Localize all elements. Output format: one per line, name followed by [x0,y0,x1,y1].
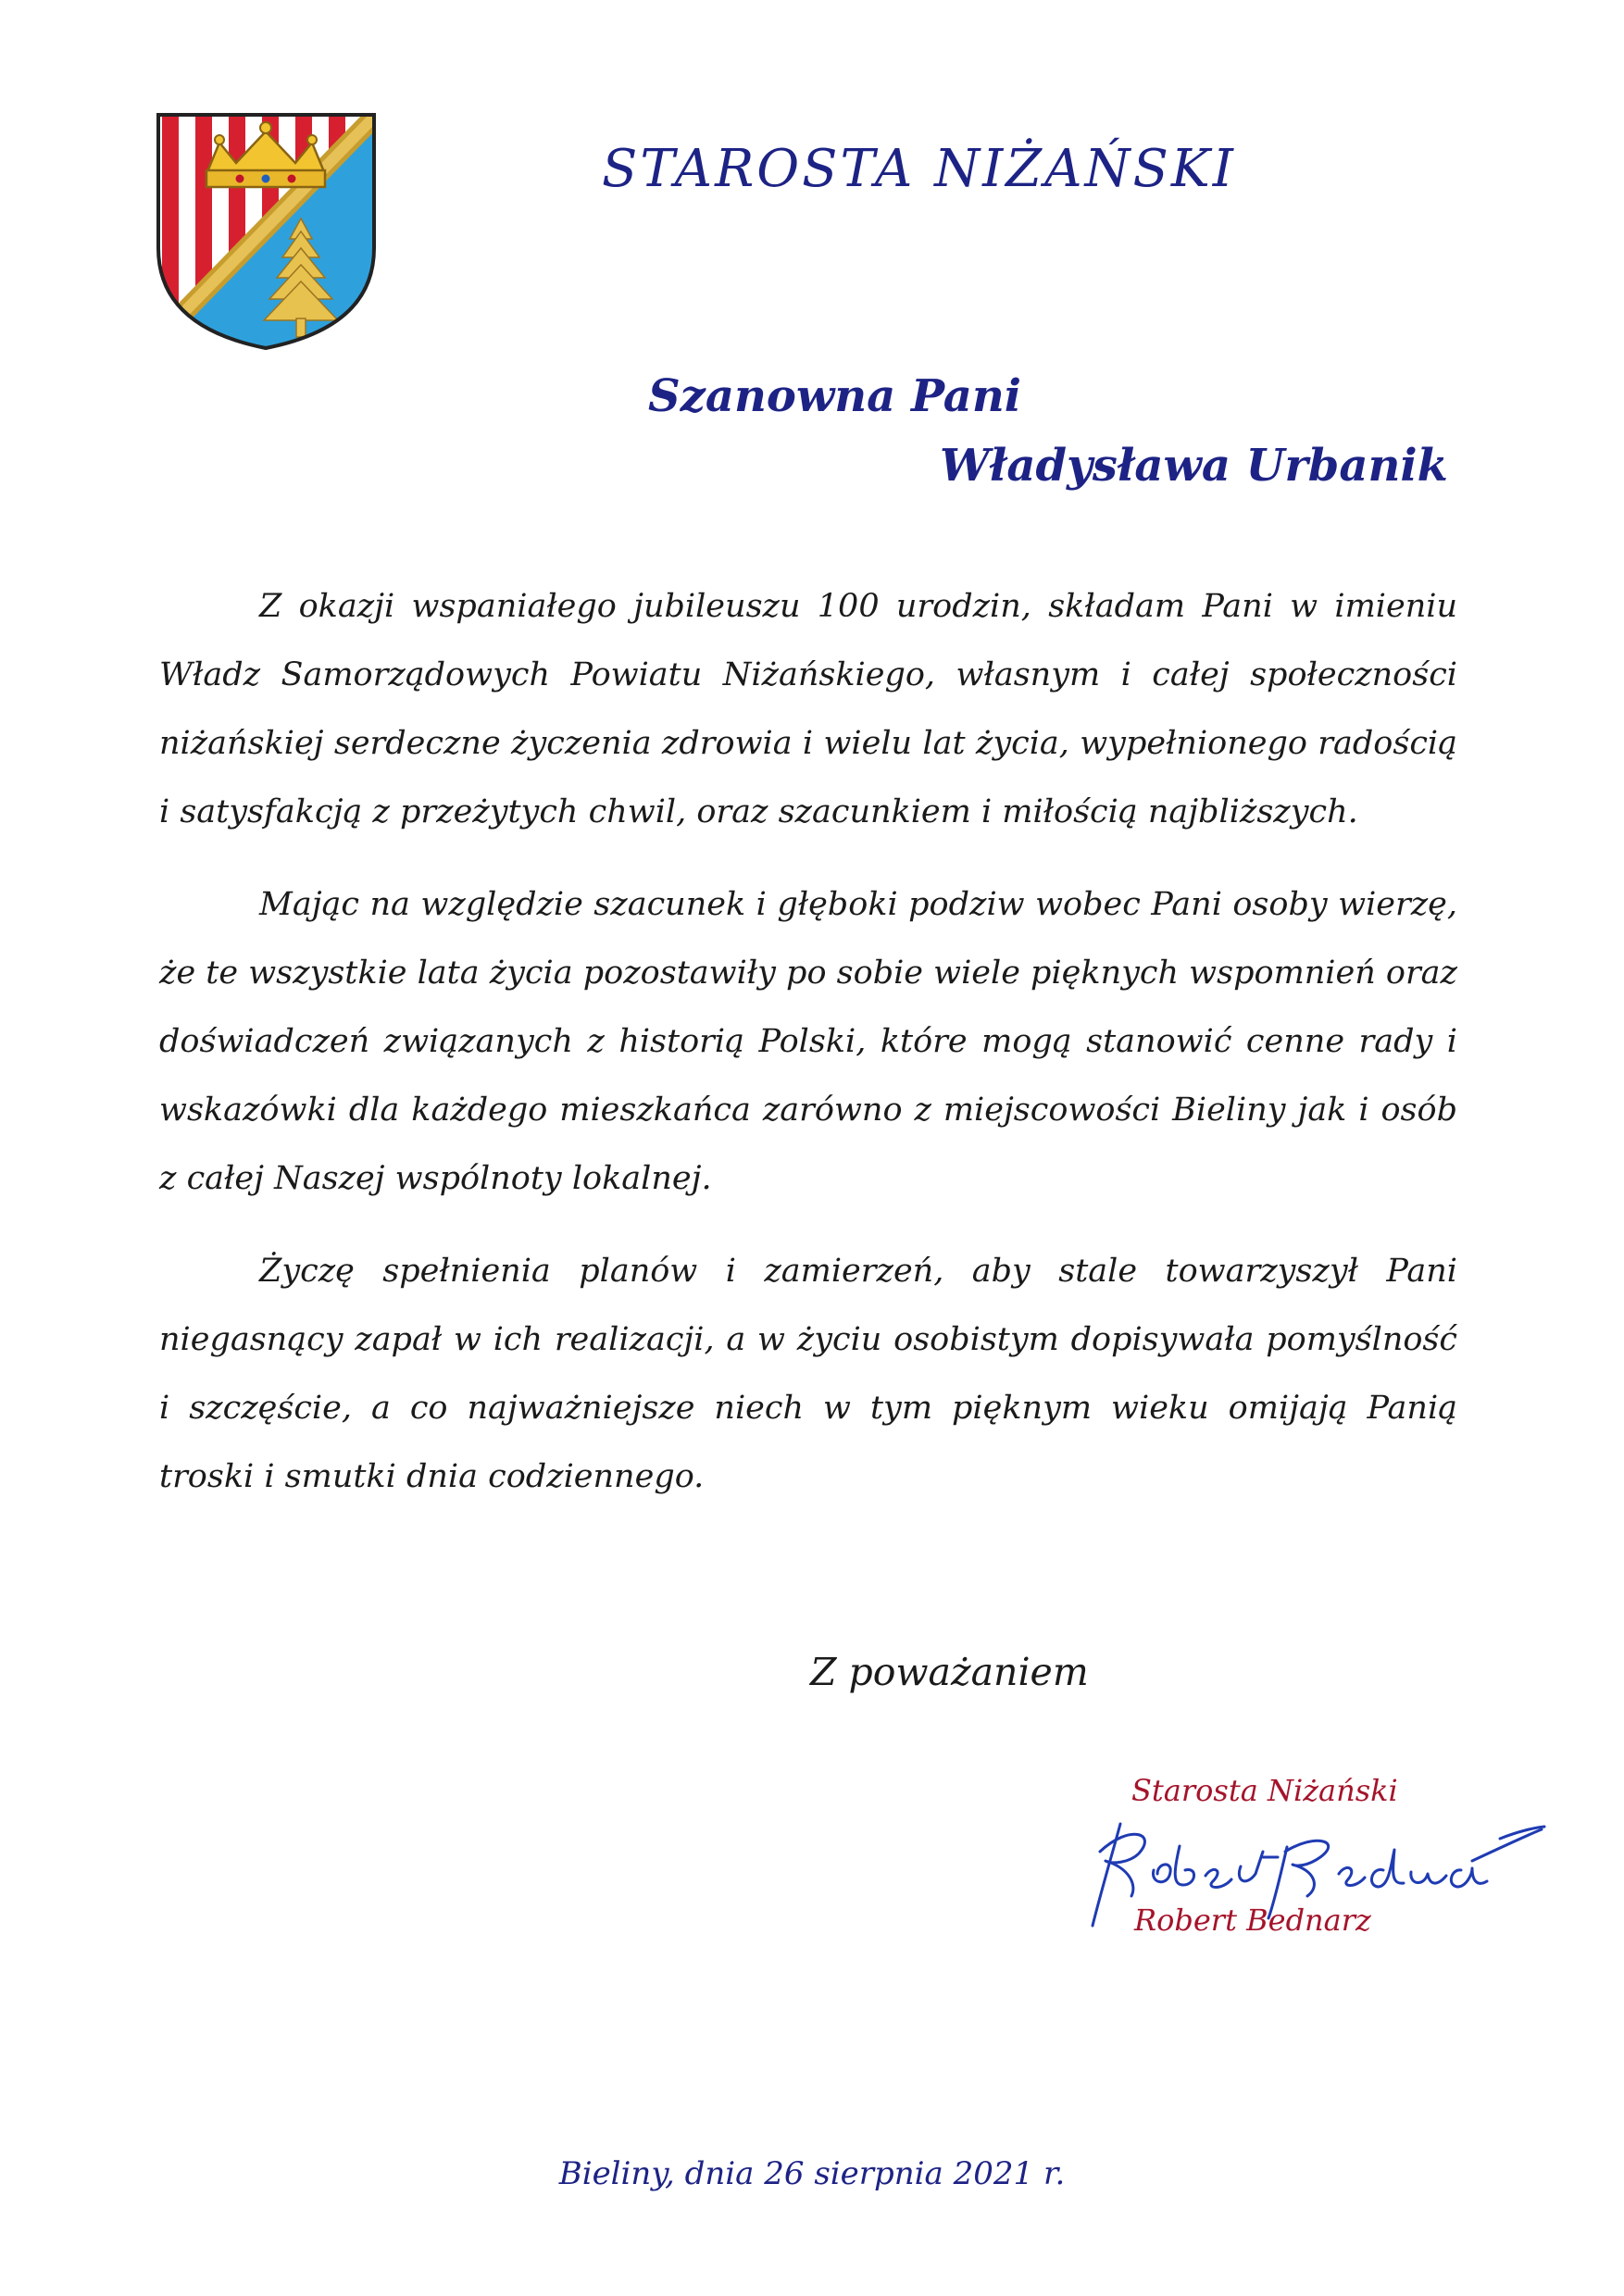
closing-phrase: Z poważaniem [810,1650,1089,1694]
body-paragraph: Życzę spełnienia planów i zamierzeń, aby stale towarzyszył Pani niegasnący zapał w ich realizacji, a w życiu osobistym dopisywała pomyślność i szczęście, a co najważniejsze niech w tym pięknym wieku omijają Panią troski i smutki dnia codziennego. [159,1253,1457,1495]
signatory-name: Robert Bednarz [1134,1903,1371,1938]
letterhead-title: STAROSTA NIŻAŃSKI [602,139,1236,199]
body-paragraph: Z okazji wspaniałego jubileuszu 100 urodzin, składam Pani w imieniu Władz Samorządowych Powiatu Niżańskiego, własnym i całej społeczności niżańskiej serdeczne życzenia zdrowia i wielu lat życia, wypełnionego radością i satysfakcją z przeżytych chwil, oraz szacunkiem i miłością najbliższych. [159,588,1457,830]
salutation: Szanowna Pani [648,370,1022,422]
place-and-date: Bieliny, dnia 26 sierpnia 2021 r. [558,2155,1066,2192]
signature-block [1065,1764,1546,1977]
letter-body [159,572,1457,1535]
coat-of-arms-emblem [153,109,380,355]
addressee-name: Władysława Urbanik [940,440,1448,492]
signature-title: Starosta Niżański [1131,1773,1398,1808]
body-paragraph: Mając na względzie szacunek i głęboki podziw wobec Pani osoby wierzę, że te wszystkie lata życia pozostawiły po sobie wiele pięknych wspomnień oraz doświadczeń związanych z historią Polski, które mogą stanowić cenne rady i wskazówki dla każdego mieszkańca zarówno z miejscowości Bieliny jak i osób z całej Naszej wspólnoty lokalnej. [159,886,1457,1197]
